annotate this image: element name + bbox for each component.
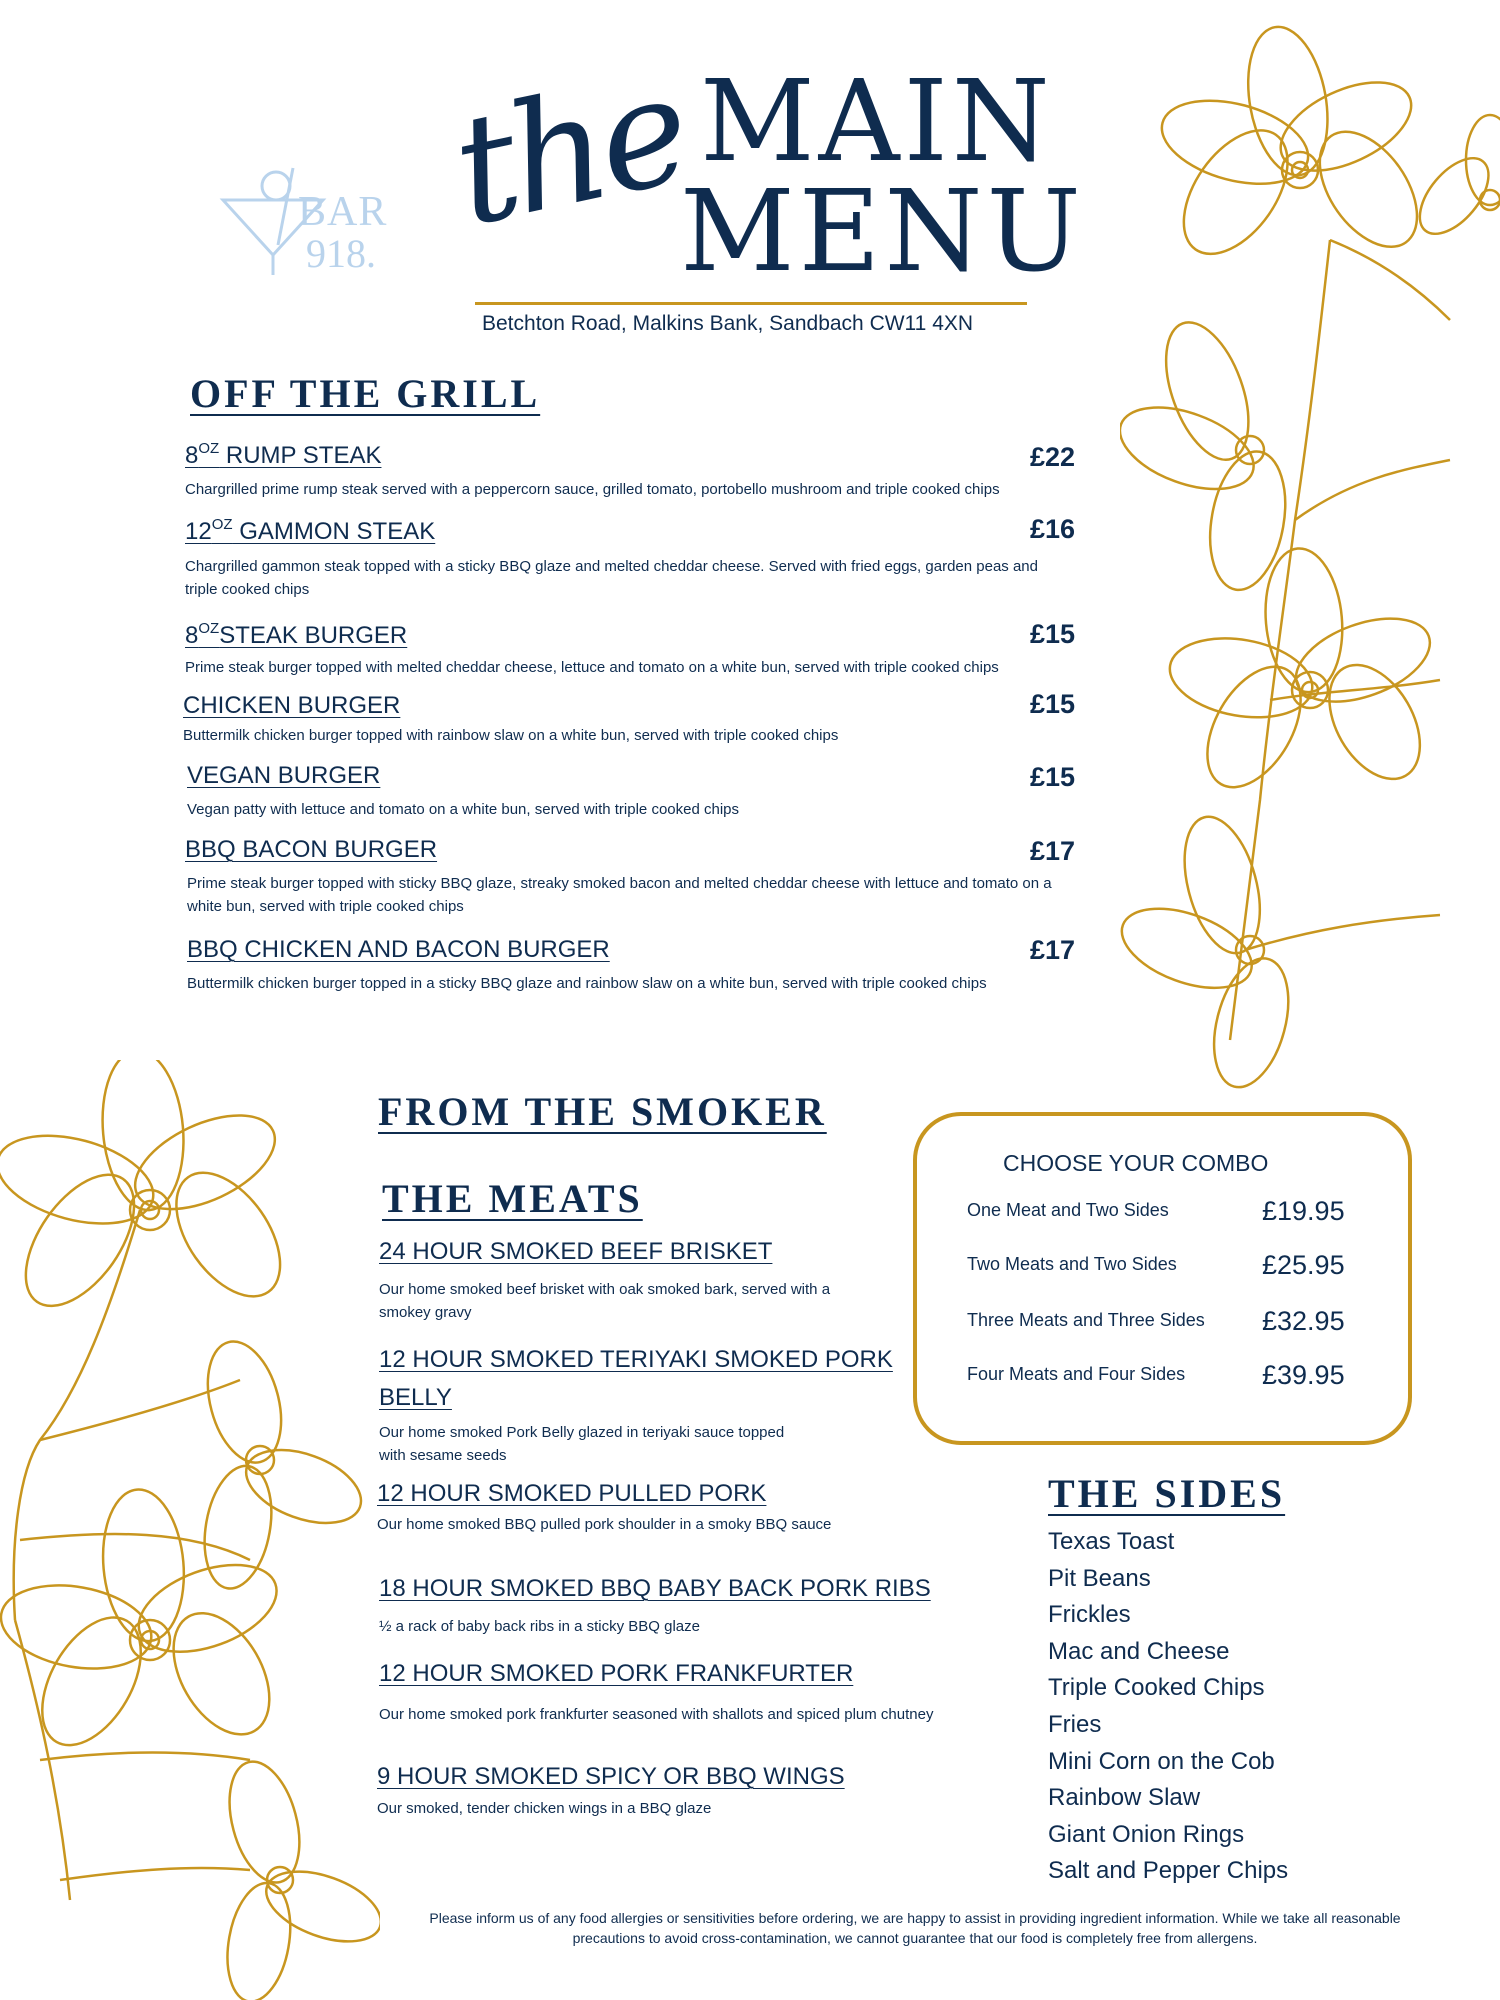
logo-text-number: 918. — [306, 231, 376, 276]
list-item: Fries — [1048, 1710, 1102, 1738]
menu-item-price: £15 — [1030, 689, 1076, 719]
list-item: Frickles — [1048, 1601, 1131, 1629]
combo-label: Three Meats and Three Sides — [967, 1310, 1205, 1330]
flower-icon — [218, 1754, 380, 2000]
title-the: the — [440, 42, 699, 261]
list-item: Texas Toast — [1048, 1528, 1175, 1555]
flower-icon — [0, 1486, 289, 1762]
menu-item-price: £17 — [1030, 836, 1076, 866]
allergy-notice: Please inform us of any food allergies or sensitivities before ordering, we are happy to assist in providing ingredient information. While we take all reasonable precautions to avoid cross-contamination, we cannot guarantee that our food is completely free from allergens. — [429, 1910, 1401, 1946]
meat-item-description: Our home smoked beef brisket with oak smoked bark, served with a smokey gravy — [379, 1281, 831, 1321]
meat-item-name: 24 HOUR SMOKED BEEF BRISKET — [379, 1238, 773, 1265]
flower-icon — [0, 1060, 301, 1325]
meat-item-description: ½ a rack of baby back ribs in a sticky BBQ glaze — [379, 1618, 700, 1635]
menu-item-name: BBQ BACON BURGER — [185, 836, 438, 863]
meat-item-name: 18 HOUR SMOKED BBQ BABY BACK PORK RIBS — [379, 1575, 931, 1602]
menu-item-name: BBQ CHICKEN AND BACON BURGER — [187, 936, 610, 963]
list-item: Giant Onion Rings — [1048, 1820, 1245, 1848]
menu-item-name: $8^{OZ}STEAK$ BURGER — [185, 620, 408, 649]
meat-item-name-continued: BELLY — [379, 1384, 452, 1411]
floral-illustration-right — [1120, 0, 1500, 1110]
combo-box — [913, 1112, 1412, 1445]
title-menu: MENU — [680, 167, 1085, 297]
combo-price: £39.95 — [1262, 1360, 1345, 1390]
meat-item-name: 12 HOUR SMOKED TERIYAKI SMOKED PORK — [379, 1346, 893, 1373]
list-item: Mac and Cheese — [1048, 1637, 1230, 1665]
menu-item-price: £15 — [1030, 762, 1076, 792]
flower-icon — [1407, 115, 1500, 246]
list-item: Triple Cooked Chips — [1048, 1674, 1265, 1702]
meat-item-description: Our smoked, tender chicken wings in a BBQ glaze — [377, 1800, 712, 1817]
section-heading-smoker: FROM THE SMOKER — [378, 1089, 827, 1134]
menu-item-description: Chargrilled prime rump steak served with a peppercorn sauce, grilled tomato, portobello mushroom and triple cooked chips — [185, 481, 1000, 498]
section-heading-grill: OFF THE GRILL — [190, 371, 541, 416]
menu-item-price: £15 — [1030, 619, 1076, 649]
combo-price: £19.95 — [1262, 1196, 1345, 1226]
list-item: Rainbow Slaw — [1048, 1784, 1201, 1812]
header-divider — [475, 302, 1027, 305]
combo-label: Four Meats and Four Sides — [967, 1364, 1186, 1384]
meat-item-name: 9 HOUR SMOKED SPICY OR BBQ WINGS — [377, 1763, 845, 1790]
flower-icon — [1120, 311, 1295, 595]
flower-icon — [1153, 21, 1437, 273]
meat-item-name: 12 HOUR SMOKED PORK FRANKFURTER — [379, 1660, 854, 1687]
menu-item-description: Chargrilled gammon steak topped with a sticky BBQ glaze and melted cheddar cheese. Served with fried eggs, garden peas and triple cooked chips — [185, 558, 1038, 598]
combo-label: One Meat and Two Sides — [967, 1200, 1169, 1220]
menu-item-price: £22 — [1030, 442, 1076, 472]
menu-item-description: Buttermilk chicken burger topped in a sticky BBQ glaze and rainbow slaw on a white bun, served with triple cooked chips — [187, 975, 987, 992]
section-heading-meats: THE MEATS — [382, 1176, 643, 1221]
menu-item-price: £17 — [1030, 935, 1076, 965]
sides-list — [1048, 1528, 1288, 1894]
bar918-logo — [218, 160, 418, 280]
list-item: Mini Corn on the Cob — [1048, 1747, 1275, 1775]
meat-item-description: Our home smoked pork frankfurter seasoned with shallots and spiced plum chutney — [379, 1706, 934, 1723]
menu-item-description: Vegan patty with lettuce and tomato on a white bun, served with triple cooked chips — [187, 801, 739, 818]
meat-item-description: Our home smoked BBQ pulled pork shoulder in a smoky BBQ sauce — [377, 1516, 832, 1533]
address: Betchton Road, Malkins Bank, Sandbach CW11 4XN — [482, 312, 974, 335]
combo-title: CHOOSE YOUR COMBO — [1003, 1150, 1269, 1176]
meat-item-description: Our home smoked Pork Belly glazed in teriyaki sauce topped with sesame seeds — [379, 1424, 785, 1464]
list-item: Salt and Pepper Chips — [1048, 1857, 1289, 1885]
menu-item-price: £16 — [1030, 514, 1076, 544]
logo-text-bar: BAR — [298, 189, 388, 235]
list-item: Pit Beans — [1048, 1564, 1151, 1592]
meat-item-name: 12 HOUR SMOKED PULLED PORK — [377, 1480, 767, 1507]
flower-icon — [1164, 545, 1441, 803]
title-main: MAIN — [700, 57, 1054, 187]
menu-item-description: Buttermilk chicken burger topped with rainbow slaw on a white bun, served with triple cooked chips — [183, 727, 839, 744]
combo-label: Two Meats and Two Sides — [967, 1254, 1177, 1274]
menu-item-description: Prime steak burger topped with sticky BBQ glaze, streaky smoked bacon and melted cheddar cheese with lettuce and tomato on a white bun, served with triple cooked chips — [187, 875, 1052, 915]
menu-item-name: $8^{OZ}$ RUMP STEAK — [185, 440, 382, 469]
combo-price: £32.95 — [1262, 1306, 1345, 1336]
combo-price: £25.95 — [1262, 1250, 1345, 1280]
flower-icon — [196, 1333, 371, 1593]
menu-item-name: $12^{OZ}$ GAMMON STEAK — [185, 516, 436, 545]
section-heading-sides: THE SIDES — [1048, 1471, 1286, 1516]
menu-item-name: CHICKEN BURGER — [183, 692, 401, 719]
flower-icon — [1120, 809, 1301, 1096]
floral-illustration-left — [0, 1060, 380, 2000]
menu-item-name: VEGAN BURGER — [187, 762, 381, 789]
menu-item-description: Prime steak burger topped with melted cheddar cheese, lettuce and tomato on a white bun, served with triple cooked chips — [185, 659, 999, 676]
